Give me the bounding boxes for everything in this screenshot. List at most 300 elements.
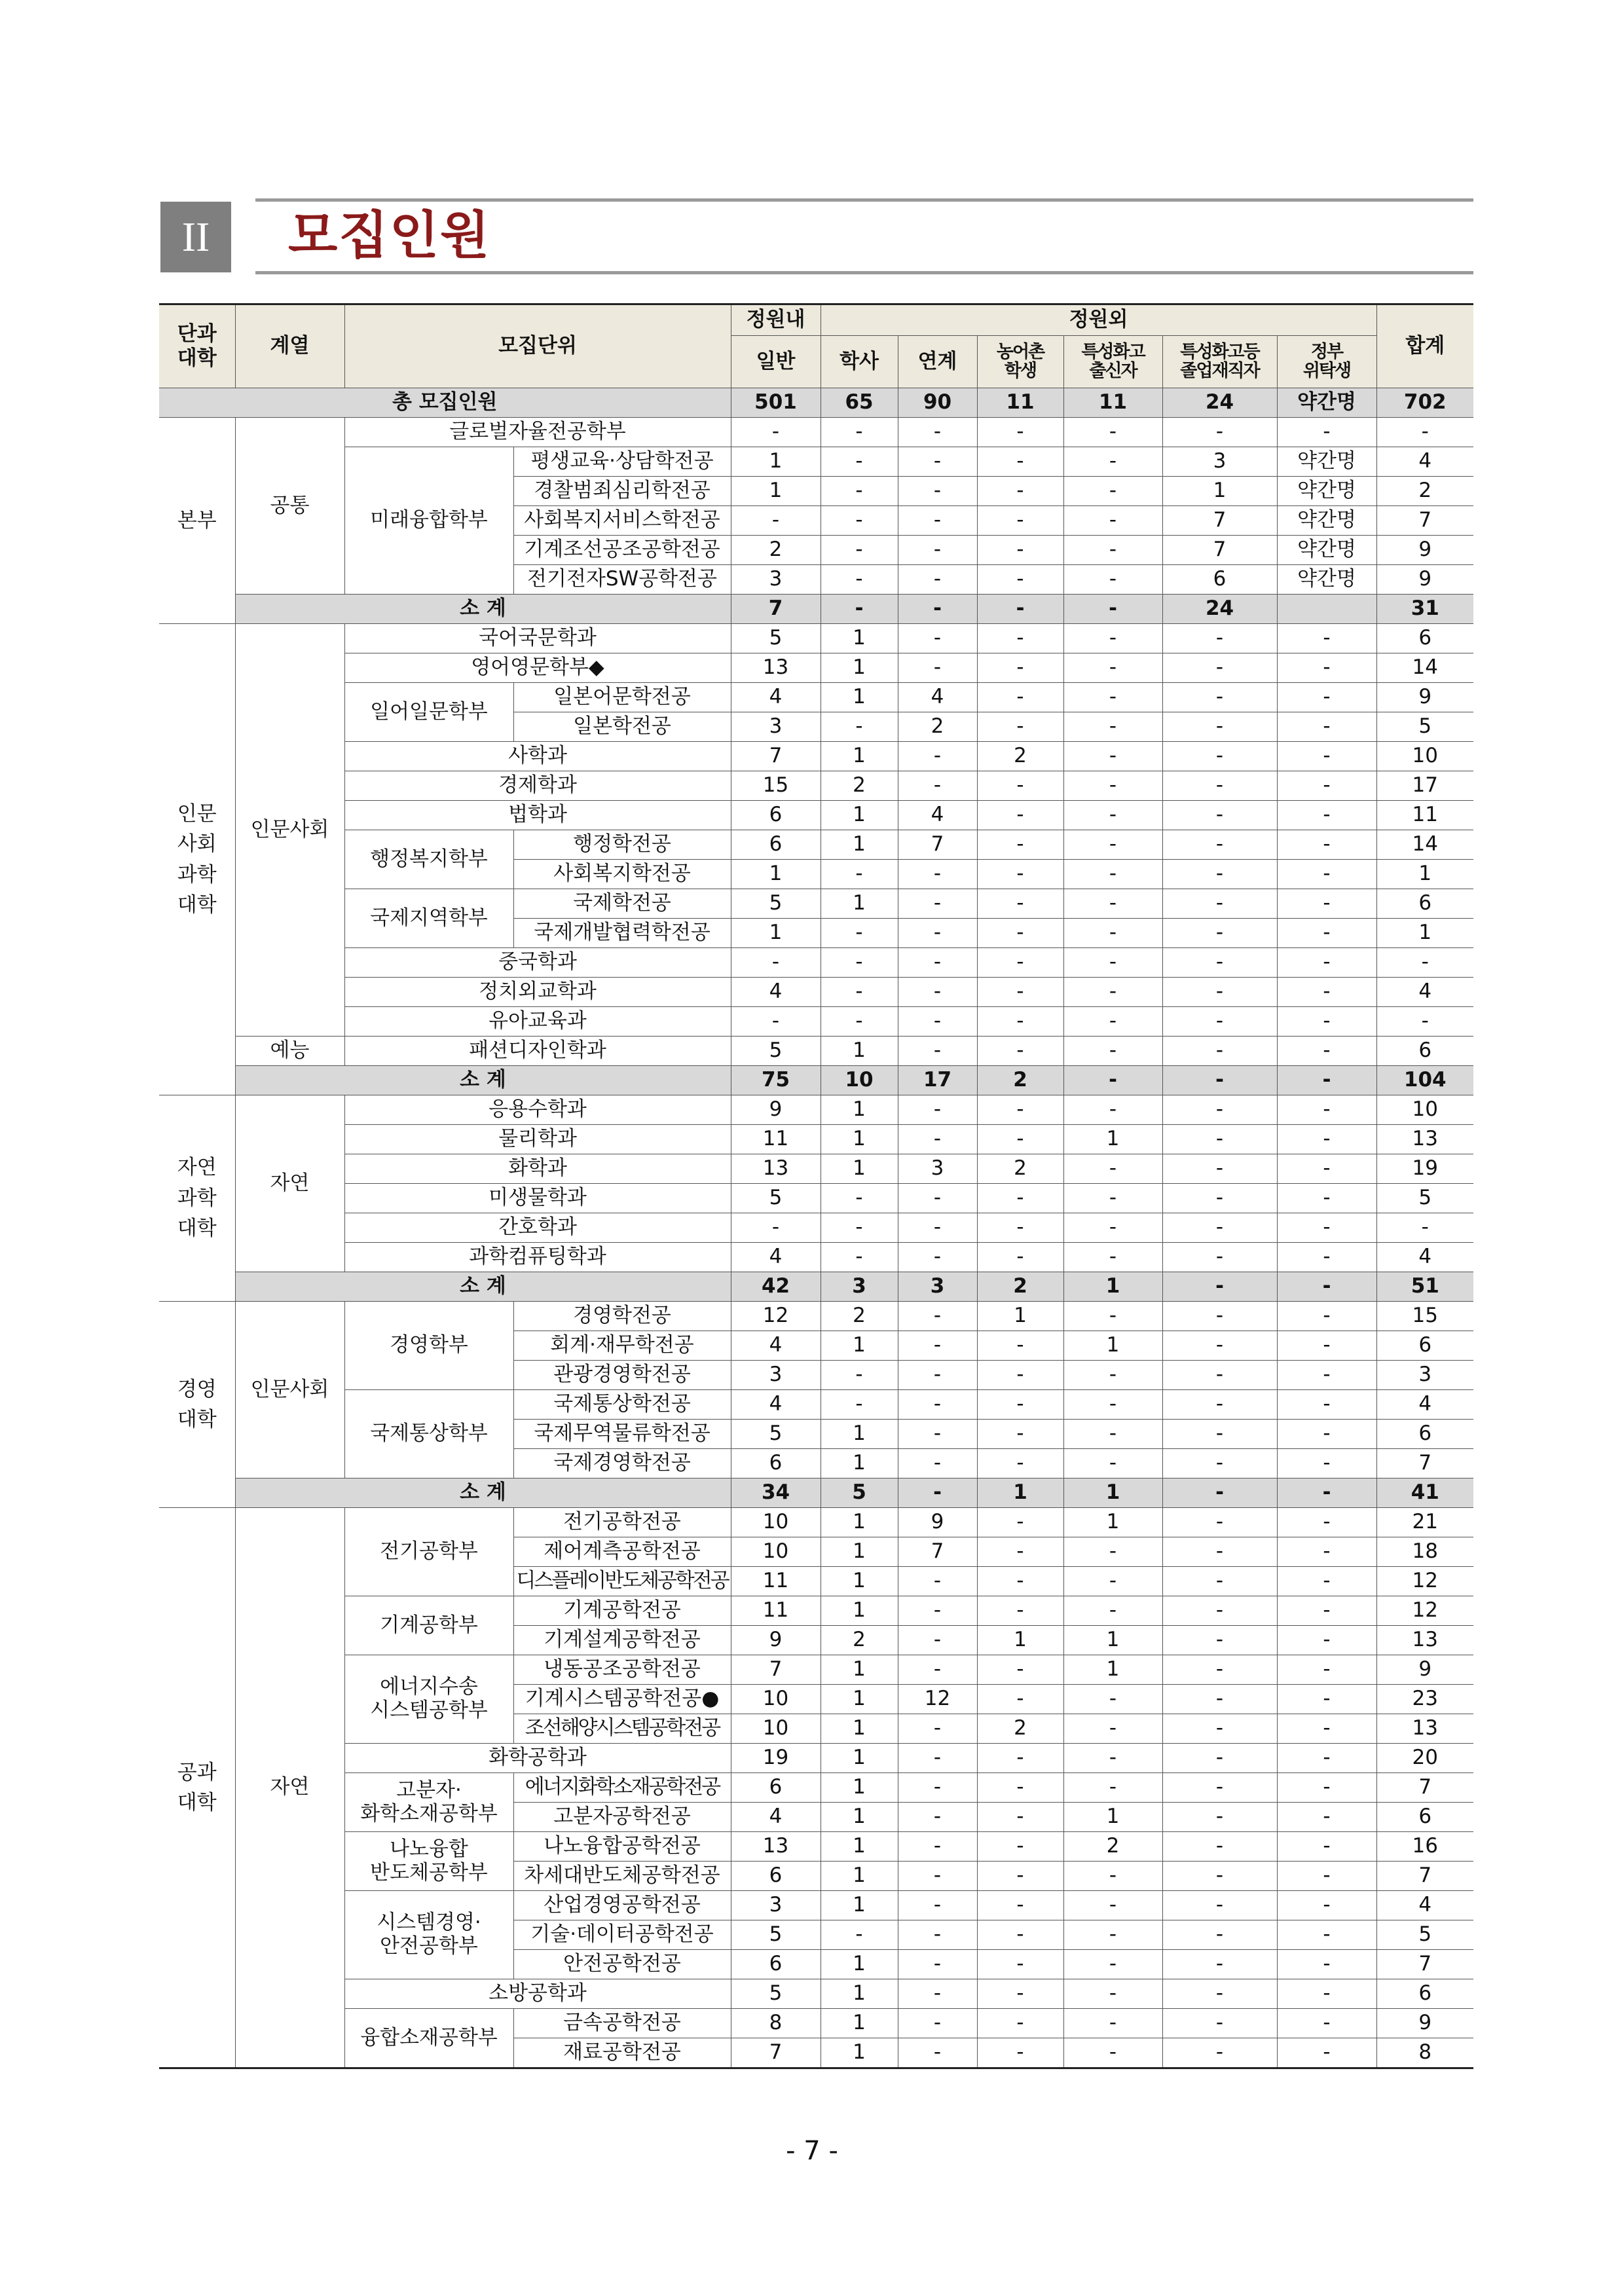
- grand-total-row: [159, 388, 1473, 418]
- table-body: [159, 388, 1473, 2068]
- table-cell: -: [1277, 1213, 1376, 1243]
- major-cell: 전기전자SW공학전공: [513, 565, 731, 595]
- table-cell: 24: [1162, 388, 1277, 418]
- table-cell: -: [898, 1420, 977, 1449]
- table-cell: 7: [1376, 506, 1473, 536]
- table-row: [159, 1125, 1473, 1154]
- table-cell: -: [1277, 624, 1376, 653]
- table-cell: 7: [1376, 1950, 1473, 1979]
- table-cell: -: [821, 1390, 898, 1420]
- table-cell: -: [977, 1184, 1063, 1213]
- table-row: [159, 1891, 1473, 1920]
- table-cell: 1: [1063, 1478, 1162, 1508]
- table-row: [159, 1184, 1473, 1213]
- table-cell: 1: [821, 1773, 898, 1803]
- table-cell: 2: [977, 742, 1063, 771]
- table-cell: 4: [731, 1390, 821, 1420]
- table-cell: 7: [731, 742, 821, 771]
- table-cell: 7: [1162, 536, 1277, 565]
- table-row: [159, 2009, 1473, 2038]
- table-cell: 6: [1376, 1803, 1473, 1832]
- table-cell: -: [1277, 1773, 1376, 1803]
- table-cell: -: [977, 1420, 1063, 1449]
- table-cell: -: [977, 1243, 1063, 1272]
- table-cell: 3: [898, 1272, 977, 1302]
- table-cell: -: [1277, 1596, 1376, 1626]
- table-cell: -: [1063, 1567, 1162, 1596]
- major-cell: 제어계측공학전공: [513, 1537, 731, 1567]
- table-cell: -: [977, 830, 1063, 860]
- dept-cell: 국제지역학부: [344, 889, 513, 948]
- track-cell: 공통: [235, 418, 344, 595]
- table-cell: -: [1277, 1184, 1376, 1213]
- table-cell: 1: [821, 683, 898, 712]
- table-cell: -: [1063, 1920, 1162, 1950]
- table-cell: -: [821, 595, 898, 624]
- table-cell: -: [1277, 1950, 1376, 1979]
- table-cell: -: [977, 683, 1063, 712]
- dept-cell: 영어영문학부◆: [344, 653, 731, 683]
- table-cell: -: [1063, 1154, 1162, 1184]
- table-cell: 1: [977, 1626, 1063, 1655]
- table-cell: 1: [821, 2009, 898, 2038]
- major-cell: 국제무역물류학전공: [513, 1420, 731, 1449]
- table-cell: -: [898, 1626, 977, 1655]
- table-cell: 1: [821, 2038, 898, 2068]
- table-cell: -: [1063, 1361, 1162, 1390]
- table-cell: 6: [731, 1449, 821, 1478]
- table-cell: -: [1277, 2009, 1376, 2038]
- table-cell: 1: [821, 1537, 898, 1567]
- table-cell: -: [977, 889, 1063, 919]
- table-cell: 1: [977, 1478, 1063, 1508]
- table-cell: -: [1063, 506, 1162, 536]
- table-cell: -: [1063, 712, 1162, 742]
- track-cell: 예능: [235, 1037, 344, 1066]
- table-cell: 13: [1376, 1125, 1473, 1154]
- table-cell: 1: [821, 1037, 898, 1066]
- table-cell: -: [1376, 1007, 1473, 1037]
- table-cell: -: [1277, 1007, 1376, 1037]
- table-cell: -: [898, 1213, 977, 1243]
- table-cell: -: [1277, 1979, 1376, 2009]
- table-cell: -: [1063, 1891, 1162, 1920]
- header-col-rural: 농어촌 학생: [977, 336, 1063, 388]
- table-cell: 3: [731, 712, 821, 742]
- table-cell: -: [821, 1184, 898, 1213]
- table-row: [159, 1773, 1473, 1803]
- table-cell: 1: [821, 1154, 898, 1184]
- dept-cell: 유아교육과: [344, 1007, 731, 1037]
- table-cell: -: [731, 418, 821, 447]
- table-cell: -: [1162, 1066, 1277, 1095]
- table-cell: 7: [1162, 506, 1277, 536]
- table-cell: -: [821, 948, 898, 978]
- table-row: [159, 1832, 1473, 1862]
- table-cell: 9: [731, 1626, 821, 1655]
- table-cell: 1: [821, 1420, 898, 1449]
- dept-cell: 고분자· 화학소재공학부: [344, 1773, 513, 1832]
- table-cell: -: [1277, 1891, 1376, 1920]
- table-cell: 1: [1063, 1803, 1162, 1832]
- table-cell: 10: [821, 1066, 898, 1095]
- table-cell: 42: [731, 1272, 821, 1302]
- table-cell: 2: [1063, 1832, 1162, 1862]
- section-number-badge: II: [160, 202, 231, 272]
- table-cell: 11: [1063, 388, 1162, 418]
- table-cell: -: [1277, 1390, 1376, 1420]
- dept-cell: 중국학과: [344, 948, 731, 978]
- table-cell: -: [1063, 1537, 1162, 1567]
- table-cell: 1: [821, 1744, 898, 1773]
- dept-cell: 간호학과: [344, 1213, 731, 1243]
- table-cell: -: [1277, 771, 1376, 801]
- table-cell: 5: [731, 1184, 821, 1213]
- table-cell: 2: [898, 712, 977, 742]
- table-cell: -: [1277, 1508, 1376, 1537]
- table-cell: -: [977, 771, 1063, 801]
- table-cell: 6: [731, 1773, 821, 1803]
- table-cell: -: [1162, 1567, 1277, 1596]
- table-cell: -: [1063, 860, 1162, 889]
- table-cell: -: [1162, 1125, 1277, 1154]
- dept-cell: 국제통상학부: [344, 1390, 513, 1478]
- table-cell: 11: [731, 1567, 821, 1596]
- table-cell: 6: [1376, 1037, 1473, 1066]
- table-cell: 1: [731, 919, 821, 948]
- table-row: [159, 801, 1473, 830]
- table-cell: 12: [898, 1685, 977, 1714]
- table-cell: -: [1162, 1478, 1277, 1508]
- table-cell: 13: [731, 1154, 821, 1184]
- table-cell: 1: [821, 1095, 898, 1125]
- table-cell: 2: [821, 771, 898, 801]
- table-cell: 9: [1376, 1655, 1473, 1685]
- table-cell: 1: [821, 1596, 898, 1626]
- major-cell: 디스플레이반도체공학전공: [513, 1567, 731, 1596]
- major-cell: 기술·데이터공학전공: [513, 1920, 731, 1950]
- table-cell: -: [1277, 1272, 1376, 1302]
- header-col-general: 일반: [731, 336, 821, 388]
- table-cell: 7: [1376, 1773, 1473, 1803]
- table-cell: 1: [821, 1567, 898, 1596]
- table-cell: -: [898, 477, 977, 506]
- table-cell: -: [977, 1920, 1063, 1950]
- table-cell: 12: [731, 1302, 821, 1331]
- table-cell: -: [898, 2009, 977, 2038]
- table-cell: -: [898, 1478, 977, 1508]
- table-cell: -: [1162, 1508, 1277, 1537]
- table-cell: -: [1162, 1773, 1277, 1803]
- table-row: [159, 830, 1473, 860]
- dept-cell: 정치외교학과: [344, 978, 731, 1007]
- table-cell: -: [1162, 1596, 1277, 1626]
- table-cell: -: [821, 477, 898, 506]
- table-cell: -: [1063, 1037, 1162, 1066]
- table-cell: -: [1277, 1567, 1376, 1596]
- table-cell: 1: [1063, 1655, 1162, 1685]
- table-cell: -: [821, 1361, 898, 1390]
- table-cell: 6: [731, 1862, 821, 1891]
- table-cell: -: [1162, 1272, 1277, 1302]
- table-cell: -: [1162, 653, 1277, 683]
- table-cell: -: [1162, 1655, 1277, 1685]
- table-cell: -: [898, 1979, 977, 2009]
- table-cell: -: [1277, 742, 1376, 771]
- table-cell: -: [1063, 801, 1162, 830]
- table-cell: -: [977, 447, 1063, 477]
- table-cell: 17: [1376, 771, 1473, 801]
- table-cell: 9: [898, 1508, 977, 1537]
- table-cell: 19: [1376, 1154, 1473, 1184]
- table-cell: -: [821, 1007, 898, 1037]
- table-cell: -: [1277, 1744, 1376, 1773]
- table-cell: -: [898, 1243, 977, 1272]
- major-cell: 고분자공학전공: [513, 1803, 731, 1832]
- table-row: [159, 1037, 1473, 1066]
- table-cell: 9: [1376, 565, 1473, 595]
- table-cell: -: [898, 1714, 977, 1744]
- table-cell: 4: [1376, 1891, 1473, 1920]
- table-cell: -: [1162, 1154, 1277, 1184]
- table-cell: -: [1162, 1920, 1277, 1950]
- table-cell: -: [1277, 801, 1376, 830]
- table-cell: 65: [821, 388, 898, 418]
- table-cell: -: [1063, 1095, 1162, 1125]
- table-cell: -: [1063, 771, 1162, 801]
- dept-cell: 화학과: [344, 1154, 731, 1184]
- header-col-vocational: 특성화고 출신자: [1063, 336, 1162, 388]
- table-cell: 1: [821, 1891, 898, 1920]
- table-cell: 1: [821, 1950, 898, 1979]
- table-row: [159, 1596, 1473, 1626]
- header-col-vocational-employed: 특성화고등 졸업재직자: [1162, 336, 1277, 388]
- table-cell: -: [1063, 2009, 1162, 2038]
- major-cell: 일본학전공: [513, 712, 731, 742]
- table-cell: -: [821, 418, 898, 447]
- header-track: 계열: [235, 304, 344, 388]
- table-cell: -: [1277, 1714, 1376, 1744]
- table-cell: -: [1063, 889, 1162, 919]
- table-cell: 1: [821, 624, 898, 653]
- college-cell: 본부: [159, 418, 235, 624]
- table-row: [159, 978, 1473, 1007]
- table-cell: 6: [731, 830, 821, 860]
- table-cell: 1: [821, 889, 898, 919]
- major-cell: 기계설계공학전공: [513, 1626, 731, 1655]
- table-cell: -: [1277, 683, 1376, 712]
- major-cell: 냉동공조공학전공: [513, 1655, 731, 1685]
- table-cell: 2: [977, 1272, 1063, 1302]
- table-cell: 2: [977, 1714, 1063, 1744]
- table-cell: 31: [1376, 595, 1473, 624]
- college-cell: 경영 대학: [159, 1302, 235, 1508]
- table-cell: -: [898, 447, 977, 477]
- table-cell: -: [898, 2038, 977, 2068]
- table-cell: -: [1277, 1125, 1376, 1154]
- table-cell: -: [1277, 1095, 1376, 1125]
- table-row: [159, 418, 1473, 447]
- table-cell: 약간명: [1277, 477, 1376, 506]
- table-cell: -: [1277, 2038, 1376, 2068]
- table-cell: -: [898, 1390, 977, 1420]
- table-cell: -: [1277, 1361, 1376, 1390]
- table-cell: -: [1277, 1331, 1376, 1361]
- table-cell: 7: [731, 595, 821, 624]
- table-cell: 9: [1376, 2009, 1473, 2038]
- table-cell: -: [1376, 1213, 1473, 1243]
- table-row: [159, 1007, 1473, 1037]
- table-cell: 1: [821, 830, 898, 860]
- dept-cell: 사학과: [344, 742, 731, 771]
- table-cell: 2: [1376, 477, 1473, 506]
- table-cell: -: [977, 1862, 1063, 1891]
- table-cell: 1: [821, 1714, 898, 1744]
- table-cell: 15: [1376, 1302, 1473, 1331]
- table-cell: -: [1162, 1714, 1277, 1744]
- table-cell: -: [898, 536, 977, 565]
- table-cell: 12: [1376, 1567, 1473, 1596]
- table-cell: -: [1063, 1744, 1162, 1773]
- table-cell: 1: [821, 1449, 898, 1478]
- table-row: [159, 653, 1473, 683]
- table-cell: -: [1162, 1832, 1277, 1862]
- table-cell: -: [977, 1331, 1063, 1361]
- table-cell: -: [1376, 948, 1473, 978]
- table-cell: 1: [821, 1803, 898, 1832]
- table-cell: -: [898, 1184, 977, 1213]
- table-cell: 15: [731, 771, 821, 801]
- table-cell: -: [1063, 536, 1162, 565]
- table-cell: -: [1162, 1626, 1277, 1655]
- table-cell: 1: [1376, 860, 1473, 889]
- table-cell: -: [1162, 1803, 1277, 1832]
- table-cell: -: [977, 477, 1063, 506]
- table-cell: 1: [1063, 1331, 1162, 1361]
- table-cell: -: [1277, 1243, 1376, 1272]
- table-cell: -: [1063, 1184, 1162, 1213]
- table-cell: 약간명: [1277, 447, 1376, 477]
- table-cell: 1: [821, 653, 898, 683]
- table-cell: -: [1162, 1361, 1277, 1390]
- table-cell: -: [977, 1007, 1063, 1037]
- table-cell: -: [977, 801, 1063, 830]
- major-cell: 경찰범죄심리학전공: [513, 477, 731, 506]
- section-title: 모집인원: [288, 206, 491, 265]
- table-cell: -: [1277, 1920, 1376, 1950]
- table-cell: -: [898, 1331, 977, 1361]
- table-cell: -: [898, 1095, 977, 1125]
- table-cell: -: [821, 919, 898, 948]
- table-cell: 4: [1376, 1390, 1473, 1420]
- table-cell: -: [1063, 1449, 1162, 1478]
- table-cell: 1: [731, 477, 821, 506]
- table-row: [159, 1508, 1473, 1537]
- table-cell: -: [977, 1655, 1063, 1685]
- table-cell: -: [977, 536, 1063, 565]
- table-cell: -: [977, 712, 1063, 742]
- table-cell: -: [898, 1596, 977, 1626]
- table-cell: 6: [1376, 889, 1473, 919]
- major-cell: 회계·재무학전공: [513, 1331, 731, 1361]
- table-cell: -: [898, 919, 977, 948]
- table-row: [159, 447, 1473, 477]
- table-cell: -: [898, 742, 977, 771]
- table-cell: -: [1063, 1685, 1162, 1714]
- table-cell: 1: [821, 1655, 898, 1685]
- track-cell: 인문사회: [235, 1302, 344, 1478]
- table-cell: 10: [1376, 742, 1473, 771]
- subtotal-label: 소 계: [235, 1066, 731, 1095]
- table-cell: 9: [731, 1095, 821, 1125]
- table-cell: -: [1063, 1596, 1162, 1626]
- table-cell: 3: [1376, 1361, 1473, 1390]
- table-cell: 1: [1063, 1125, 1162, 1154]
- table-cell: 5: [731, 624, 821, 653]
- dept-cell: 행정복지학부: [344, 830, 513, 889]
- table-cell: -: [898, 1744, 977, 1773]
- table-cell: -: [1162, 1095, 1277, 1125]
- table-cell: 41: [1376, 1478, 1473, 1508]
- table-cell: 9: [1376, 536, 1473, 565]
- table-cell: -: [977, 1744, 1063, 1773]
- table-cell: 3: [898, 1154, 977, 1184]
- table-cell: 6: [1162, 565, 1277, 595]
- table-cell: 6: [1376, 1420, 1473, 1449]
- table-cell: -: [1063, 1773, 1162, 1803]
- dept-cell: 응용수학과: [344, 1095, 731, 1125]
- table-cell: 1: [977, 1302, 1063, 1331]
- table-cell: -: [1063, 1213, 1162, 1243]
- table-cell: 2: [731, 536, 821, 565]
- table-cell: 5: [1376, 1184, 1473, 1213]
- table-cell: 13: [731, 653, 821, 683]
- table-cell: -: [898, 1920, 977, 1950]
- table-cell: 11: [731, 1596, 821, 1626]
- major-cell: 재료공학전공: [513, 2038, 731, 2068]
- subtotal-row: [159, 1066, 1473, 1095]
- table-cell: 14: [1376, 653, 1473, 683]
- table-cell: 4: [731, 1243, 821, 1272]
- track-cell: 자연: [235, 1508, 344, 2068]
- major-cell: 경영학전공: [513, 1302, 731, 1331]
- table-cell: 51: [1376, 1272, 1473, 1302]
- table-cell: -: [898, 948, 977, 978]
- table-cell: 4: [731, 1803, 821, 1832]
- table-cell: 2: [821, 1302, 898, 1331]
- table-cell: -: [1277, 830, 1376, 860]
- table-cell: -: [977, 1537, 1063, 1567]
- major-cell: 산업경영공학전공: [513, 1891, 731, 1920]
- table-cell: -: [898, 1125, 977, 1154]
- table-cell: -: [1376, 418, 1473, 447]
- table-cell: -: [1063, 1979, 1162, 2009]
- major-cell: 안전공학전공: [513, 1950, 731, 1979]
- dept-cell: 나노융합 반도체공학부: [344, 1832, 513, 1891]
- table-cell: -: [1063, 1862, 1162, 1891]
- table-cell: 1: [1162, 477, 1277, 506]
- table-cell: 7: [1376, 1449, 1473, 1478]
- major-cell: 국제통상학전공: [513, 1390, 731, 1420]
- table-cell: -: [1162, 1331, 1277, 1361]
- table-cell: -: [1063, 477, 1162, 506]
- table-cell: 1: [1376, 919, 1473, 948]
- major-cell: 에너지화학소재공학전공: [513, 1773, 731, 1803]
- page-number: - 7 -: [786, 2136, 838, 2166]
- table-cell: -: [1063, 418, 1162, 447]
- table-cell: -: [977, 948, 1063, 978]
- dept-cell: 국어국문학과: [344, 624, 731, 653]
